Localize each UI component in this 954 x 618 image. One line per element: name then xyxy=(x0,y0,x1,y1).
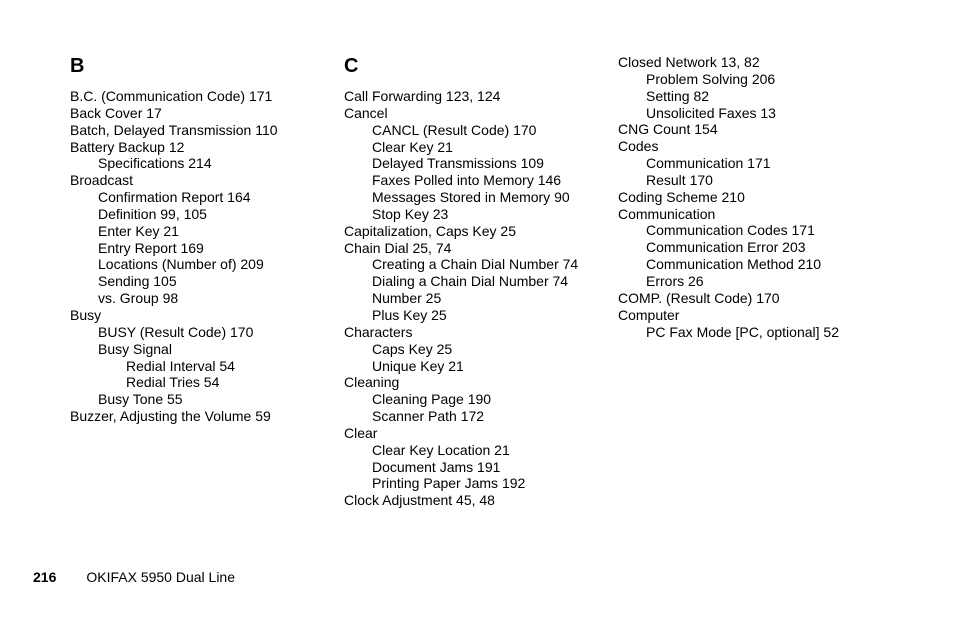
index-entry: Communication Error 203 xyxy=(646,239,806,256)
index-entry: Coding Scheme 210 xyxy=(618,188,745,205)
index-entry: Cleaning Page 190 xyxy=(372,391,492,408)
index-entry: Busy xyxy=(70,306,102,323)
index-entry: Call Forwarding 123, 124 xyxy=(344,88,501,104)
index-entry: PC Fax Mode [PC, optional] 52 xyxy=(646,323,839,340)
index-entry: Capitalization, Caps Key 25 xyxy=(344,222,516,239)
index-entry: Dialing a Chain Dial Number 74 xyxy=(372,273,569,290)
index-entry: Stop Key 23 xyxy=(372,205,449,222)
page-footer xyxy=(33,569,235,585)
index-entry: Clock Adjustment 45, 48 xyxy=(344,492,495,509)
index-entry: Clear Key Location 21 xyxy=(372,441,510,458)
index-entry: Result 170 xyxy=(646,171,713,188)
index-entry: Communication Codes 171 xyxy=(646,222,815,239)
index-column-continued xyxy=(618,54,938,340)
index-entry: Clear Key 21 xyxy=(372,138,453,155)
index-entry: Cancel xyxy=(344,104,388,121)
index-entry: Delayed Transmissions 109 xyxy=(372,155,544,172)
entry-list xyxy=(70,88,330,425)
index-entry: Locations (Number of) 209 xyxy=(98,256,264,273)
index-entry: Printing Paper Jams 192 xyxy=(372,475,526,492)
entry-list xyxy=(344,88,604,509)
index-entry: Scanner Path 172 xyxy=(372,408,485,425)
index-column-c xyxy=(344,54,604,509)
index-entry: Document Jams 191 xyxy=(372,458,501,475)
index-entry: Buzzer, Adjusting the Volume 59 xyxy=(70,408,271,425)
index-entry: Confirmation Report 164 xyxy=(98,189,251,206)
index-column-b xyxy=(70,54,330,425)
section-letter: C xyxy=(344,55,359,77)
index-entry: Battery Backup 12 xyxy=(70,138,185,155)
index-entry: Chain Dial 25, 74 xyxy=(344,239,452,256)
index-entry: Problem Solving 206 xyxy=(646,70,776,87)
index-entry: Cleaning xyxy=(344,374,400,391)
index-entry: vs. Group 98 xyxy=(98,290,179,307)
index-entry: Enter Key 21 xyxy=(98,222,179,239)
index-entry: Computer xyxy=(618,306,680,323)
index-entry: Communication 171 xyxy=(646,155,771,172)
document-title: OKIFAX 5950 Dual Line xyxy=(86,569,236,585)
index-entry: Redial Interval 54 xyxy=(126,357,235,374)
index-entry: Batch, Delayed Transmission 110 xyxy=(70,121,278,138)
index-entry: CNG Count 154 xyxy=(618,121,718,138)
section-letter: B xyxy=(70,55,85,77)
index-entry: Caps Key 25 xyxy=(372,340,453,357)
index-entry: Plus Key 25 xyxy=(372,306,447,323)
index-entry: Setting 82 xyxy=(646,87,710,104)
index-entry: Specifications 214 xyxy=(98,155,212,172)
index-entry: Redial Tries 54 xyxy=(126,374,220,391)
index-entry: Busy Tone 55 xyxy=(98,391,183,408)
index-entry: B.C. (Communication Code) 171 xyxy=(70,88,273,104)
index-entry: Errors 26 xyxy=(646,272,704,289)
index-entry: Communication Method 210 xyxy=(646,256,822,273)
entry-list xyxy=(618,54,938,340)
index-entry: Broadcast xyxy=(70,172,134,189)
index-entry: Busy Signal xyxy=(98,340,172,357)
index-entry: Communication xyxy=(618,205,716,222)
index-entry: BUSY (Result Code) 170 xyxy=(98,323,254,340)
index-entry: COMP. (Result Code) 170 xyxy=(618,289,780,306)
index-entry: Unsolicited Faxes 13 xyxy=(646,104,776,121)
index-entry: Sending 105 xyxy=(98,273,177,290)
index-entry: Unique Key 21 xyxy=(372,357,464,374)
index-entry: Characters xyxy=(344,323,413,340)
index-entry: CANCL (Result Code) 170 xyxy=(372,121,537,138)
index-entry: Definition 99, 105 xyxy=(98,205,207,222)
index-entry: Back Cover 17 xyxy=(70,104,162,121)
index-entry: Messages Stored in Memory 90 xyxy=(372,189,570,206)
index-entry: Codes xyxy=(618,138,659,155)
index-entry: Number 25 xyxy=(372,290,442,307)
index-entry: Faxes Polled into Memory 146 xyxy=(372,172,562,189)
page-number: 216 xyxy=(33,569,57,585)
index-entry: Creating a Chain Dial Number 74 xyxy=(372,256,579,273)
index-entry: Closed Network 13, 82 xyxy=(618,54,760,70)
index-entry: Entry Report 169 xyxy=(98,239,204,256)
index-entry: Clear xyxy=(344,424,378,441)
